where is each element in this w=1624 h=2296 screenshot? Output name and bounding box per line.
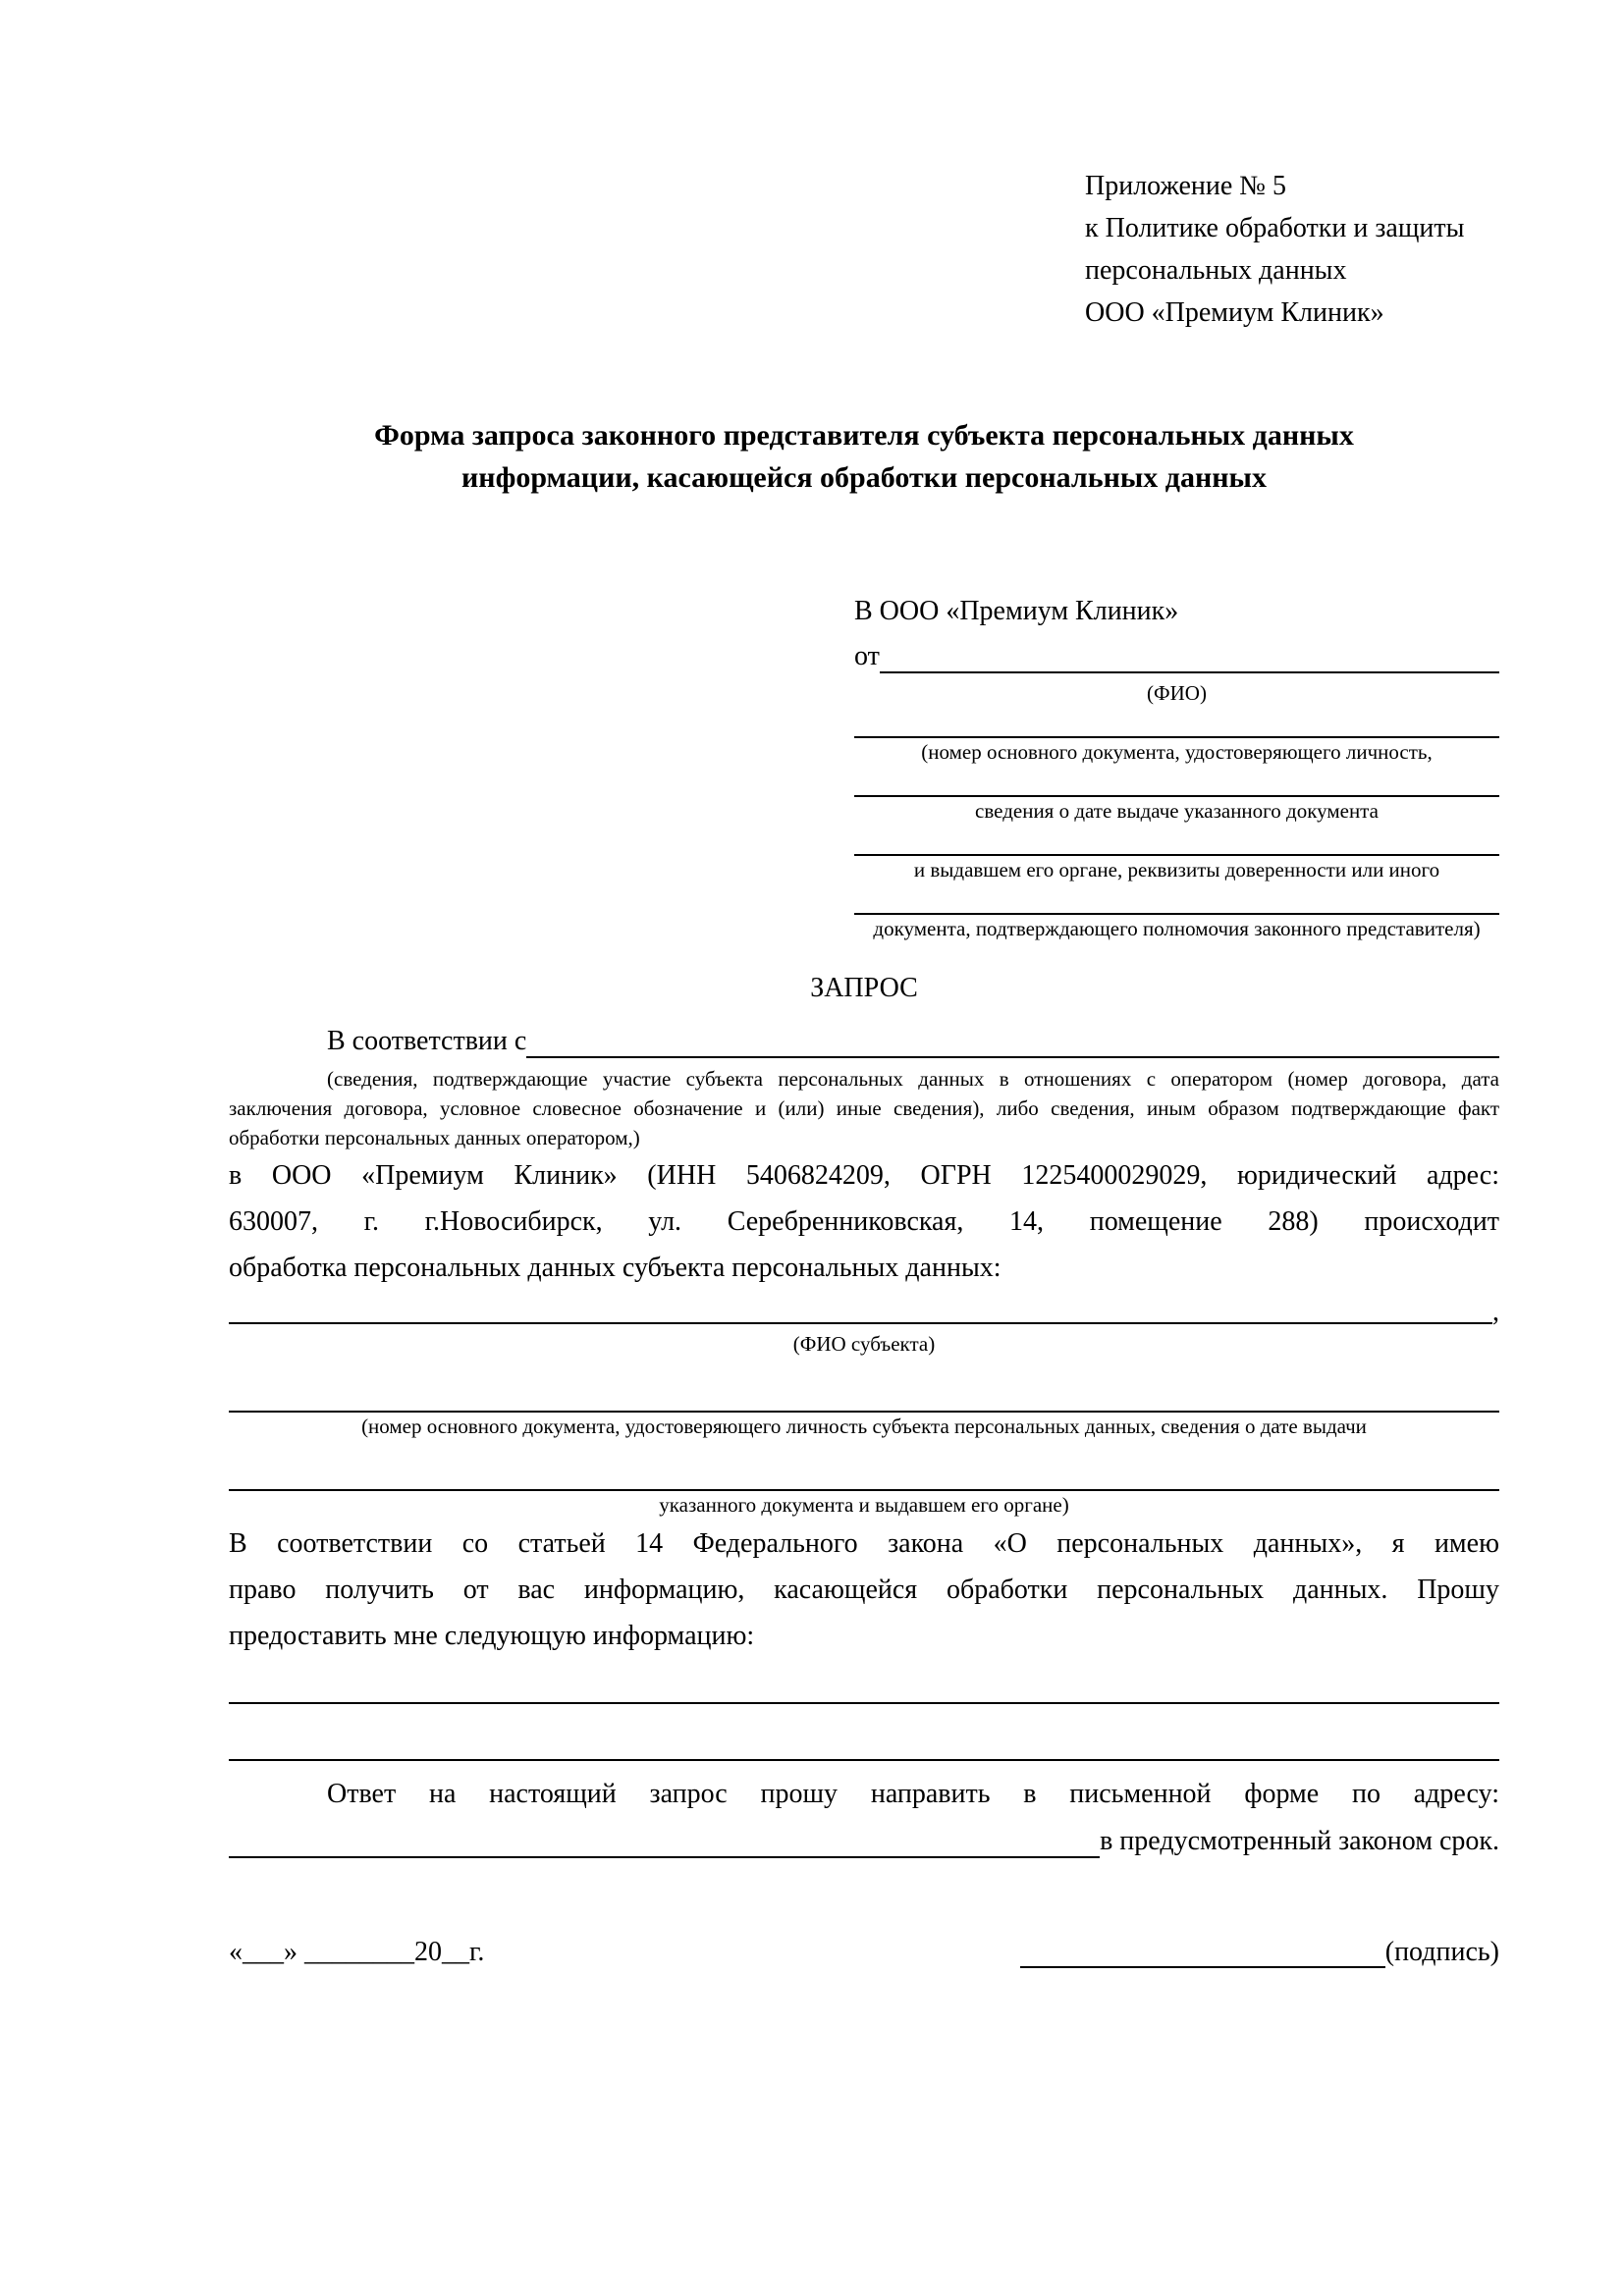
law-paragraph: [229, 1521, 1499, 1659]
issuing-authority-caption: и выдавшем его органе, реквизиты доверенности или иного: [913, 858, 1440, 881]
law-paragraph-line: предоставить мне следующую информацию:: [229, 1621, 755, 1651]
subject-fio-caption: (ФИО субъекта): [792, 1332, 936, 1356]
requested-info-blank-line-2: [229, 1730, 1499, 1761]
basis-explanatory-note: [229, 1064, 1499, 1152]
authority-document-caption: документа, подтверждающего полномочия законного представителя): [873, 917, 1481, 940]
operator-paragraph-line: обработка персональных данных субъекта персональных данных:: [229, 1253, 1001, 1283]
issuing-authority-blank-line: [854, 825, 1499, 856]
operator-paragraph-line: в ООО «Премиум Клиник» (ИНН 5406824209, ОГРН 1225400029029, юридический адрес:: [229, 1160, 1499, 1191]
document-title: [229, 414, 1499, 499]
reply-paragraph: Ответ на настоящий запрос прошу направить в письменной форме по адресу:: [327, 1779, 1499, 1809]
subject-document-blank-line: [229, 1381, 1499, 1413]
subject-document-caption: (номер основного документа, удостоверяющего личность субъекта персональных данных, сведения о дате выдачи: [361, 1415, 1367, 1438]
request-heading: ЗАПРОС: [810, 973, 918, 1003]
basis-note-line: обработки персональных данных оператором,): [229, 1126, 640, 1149]
document-number-blank-line: [854, 707, 1499, 738]
from-field-row: [854, 634, 1499, 679]
operator-paragraph: [229, 1152, 1499, 1291]
subject-name-comma: ,: [1492, 1297, 1499, 1327]
document-title-line: Форма запроса законного представителя субъекта персональных данных: [374, 419, 1354, 452]
appendix-reference-line: персональных данных: [1085, 255, 1347, 286]
authority-document-blank-line: [854, 883, 1499, 915]
document-number-caption: (номер основного документа, удостоверяющего личность,: [921, 740, 1433, 764]
basis-note-line: заключения договора, условное словесное обозначение и (или) иные сведения), либо сведения, иным образом подтверждающие факт: [229, 1096, 1499, 1120]
appendix-reference: [1085, 165, 1499, 334]
date-field: «___» ________20__г.: [229, 1937, 485, 1967]
issue-date-caption: сведения о дате выдаче указанного документа: [975, 799, 1379, 823]
from-label: от: [854, 641, 880, 671]
document-title-line: информации, касающейся обработки персональных данных: [461, 461, 1267, 494]
reply-deadline-text: в предусмотренный законом срок.: [1100, 1826, 1499, 1856]
appendix-reference-line: Приложение № 5: [1085, 171, 1286, 201]
subject-name-row: [229, 1295, 1499, 1330]
addressee-block: [854, 589, 1499, 942]
requested-info-blank-line-1: [229, 1673, 1499, 1704]
basis-label: В соответствии с: [327, 1026, 527, 1056]
subject-name-blank-line: [229, 1295, 1492, 1324]
subject-document-caption-2: указанного документа и выдавшем его органе): [659, 1493, 1069, 1517]
addressee-organization: В ООО «Премиум Клиник»: [854, 596, 1179, 626]
subject-document-blank-line-2: [229, 1460, 1499, 1491]
reply-address-blank-line: [229, 1818, 1100, 1858]
issue-date-blank-line: [854, 766, 1499, 797]
law-paragraph-line: право получить от вас информацию, касающейся обработки персональных данных. Прошу: [229, 1575, 1499, 1605]
operator-paragraph-line: 630007, г. г.Новосибирск, ул. Серебренниковская, 14, помещение 288) происходит: [229, 1206, 1499, 1237]
signature-group: [1020, 1930, 1499, 1975]
basis-note-line: (сведения, подтверждающие участие субъекта персональных данных в отношениях с оператором (номер договора, дата: [327, 1067, 1499, 1091]
fio-caption: (ФИО): [1147, 681, 1207, 705]
from-blank-line: [880, 634, 1499, 673]
signature-caption: (подпись): [1384, 1937, 1499, 1967]
basis-field-row: [229, 1019, 1499, 1064]
appendix-reference-line: ООО «Премиум Клиник»: [1085, 297, 1384, 328]
basis-blank-line: [526, 1019, 1499, 1058]
footer-row: [229, 1930, 1499, 1975]
law-paragraph-line: В соответствии со статьей 14 Федерального закона «О персональных данных», я имею: [229, 1528, 1499, 1559]
signature-blank-line: [1020, 1937, 1385, 1968]
reply-address-row: [229, 1818, 1499, 1865]
appendix-reference-line: к Политике обработки и защиты: [1085, 213, 1465, 243]
